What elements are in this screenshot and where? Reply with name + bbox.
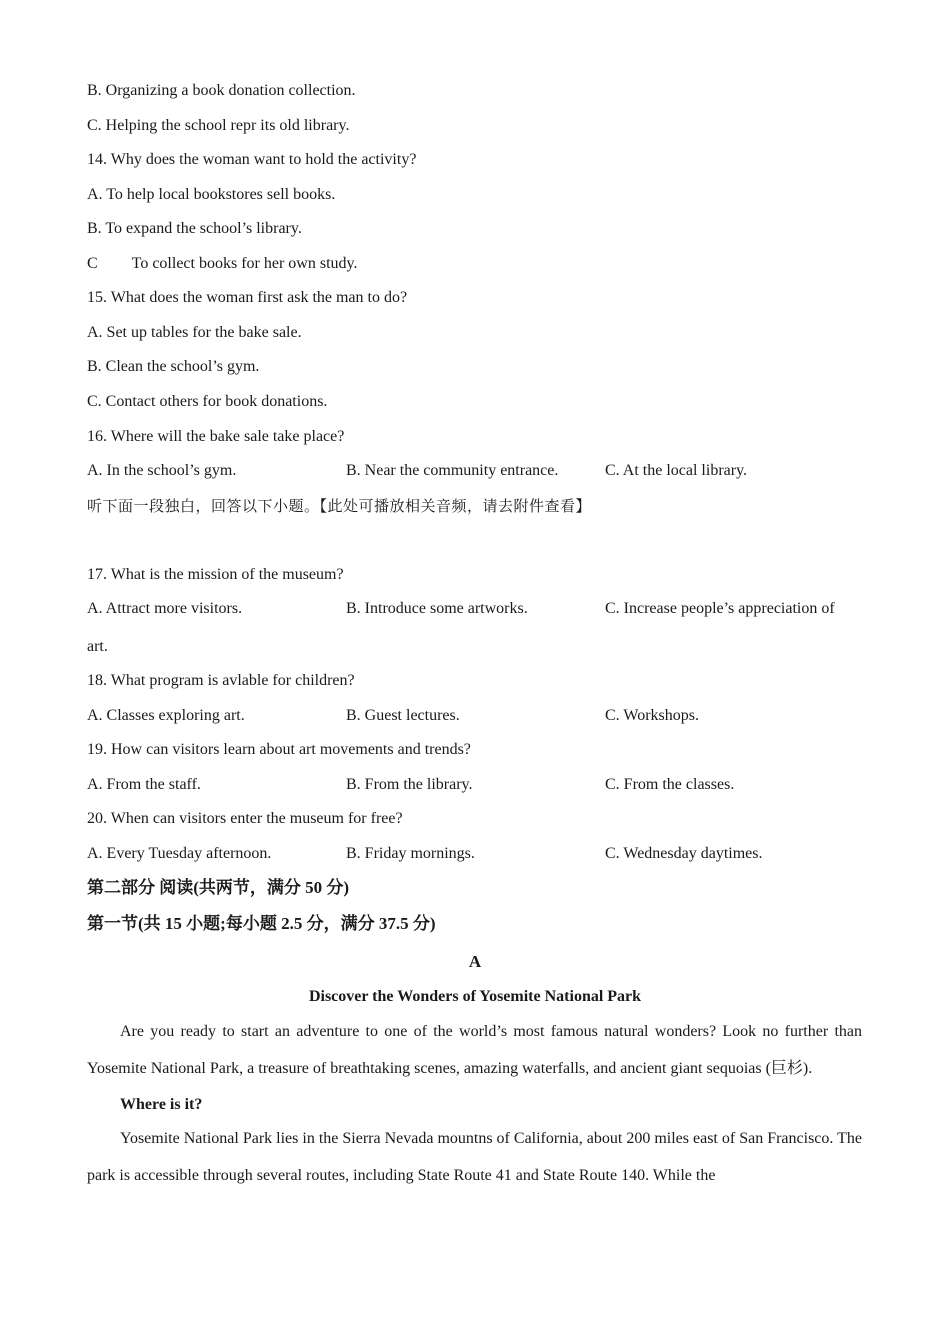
- q14-question: 14. Why does the woman want to hold the activity?: [87, 151, 417, 168]
- q15-option-b: B. Clean the school’s gym.: [87, 358, 260, 375]
- section1-heading: 第一节(共 15 小题;每小题 2.5 分，满分 37.5 分): [87, 914, 436, 933]
- monologue-instruction: 听下面一段独白，回答以下小题。【此处可播放相关音频，请去附件查看】: [87, 497, 592, 515]
- q19-option-a: A. From the staff.: [87, 776, 201, 793]
- q15-option-a: A. Set up tables for the bake sale.: [87, 324, 302, 341]
- q14-option-c-text: To collect books for her own study.: [131, 255, 358, 272]
- q20-option-b: B. Friday mornings.: [346, 845, 475, 862]
- q14-option-c-label: C: [87, 255, 98, 272]
- q17-option-c: C. Increase people’s appreciation of: [605, 600, 835, 617]
- q16-option-b: B. Near the community entrance.: [346, 462, 559, 479]
- q17-question: 17. What is the mission of the museum?: [87, 566, 344, 583]
- passage-paragraph-2: Yosemite National Park lies in the Sierra Nevada mountns of California, about 200 miles east of San Francisco. The park is accessible through several routes, including State Route 41 and State Route 140. While the: [87, 1130, 862, 1184]
- q15-question: 15. What does the woman first ask the man to do?: [87, 289, 408, 306]
- q18-option-b: B. Guest lectures.: [346, 707, 460, 724]
- part2-heading: 第二部分 阅读(共两节，满分 50 分): [87, 878, 350, 897]
- passage-subheading: Where is it?: [120, 1096, 203, 1113]
- q16-option-a: A. In the school’s gym.: [87, 462, 237, 479]
- q17-option-c-continued: art.: [87, 638, 108, 655]
- passage-title: Discover the Wonders of Yosemite National Park: [308, 988, 642, 1005]
- q20-option-c: C. Wednesday daytimes.: [605, 845, 763, 862]
- q13-option-c: C. Helping the school repr its old library.: [87, 117, 350, 134]
- q19-option-b: B. From the library.: [346, 776, 473, 793]
- q17-option-b: B. Introduce some artworks.: [346, 600, 528, 617]
- q15-option-c: C. Contact others for book donations.: [87, 393, 328, 410]
- q20-option-a: A. Every Tuesday afternoon.: [87, 845, 272, 862]
- q14-option-c: [87, 254, 357, 274]
- q19-option-c: C. From the classes.: [605, 776, 735, 793]
- q14-option-b: B. To expand the school’s library.: [87, 220, 302, 237]
- q16-option-c: C. At the local library.: [605, 462, 748, 479]
- q14-option-a: A. To help local bookstores sell books.: [87, 186, 336, 203]
- q16-question: 16. Where will the bake sale take place?: [87, 428, 345, 445]
- q18-question: 18. What program is avlable for children?: [87, 672, 355, 689]
- q13-option-b: B. Organizing a book donation collection.: [87, 82, 356, 99]
- q18-option-c: C. Workshops.: [605, 707, 699, 724]
- passage-paragraph-1: Are you ready to start an adventure to one of the world’s most famous natural wonders? Look no further than Yosemite National Park, a treasure of breathtaking scenes, amazing waterfalls, and ancient giant sequoias (巨杉).: [87, 1023, 862, 1077]
- q18-option-a: A. Classes exploring art.: [87, 707, 245, 724]
- q19-question: 19. How can visitors learn about art movements and trends?: [87, 741, 471, 758]
- q17-option-a: A. Attract more visitors.: [87, 600, 243, 617]
- q20-question: 20. When can visitors enter the museum for free?: [87, 810, 403, 827]
- passage-label: A: [468, 952, 482, 971]
